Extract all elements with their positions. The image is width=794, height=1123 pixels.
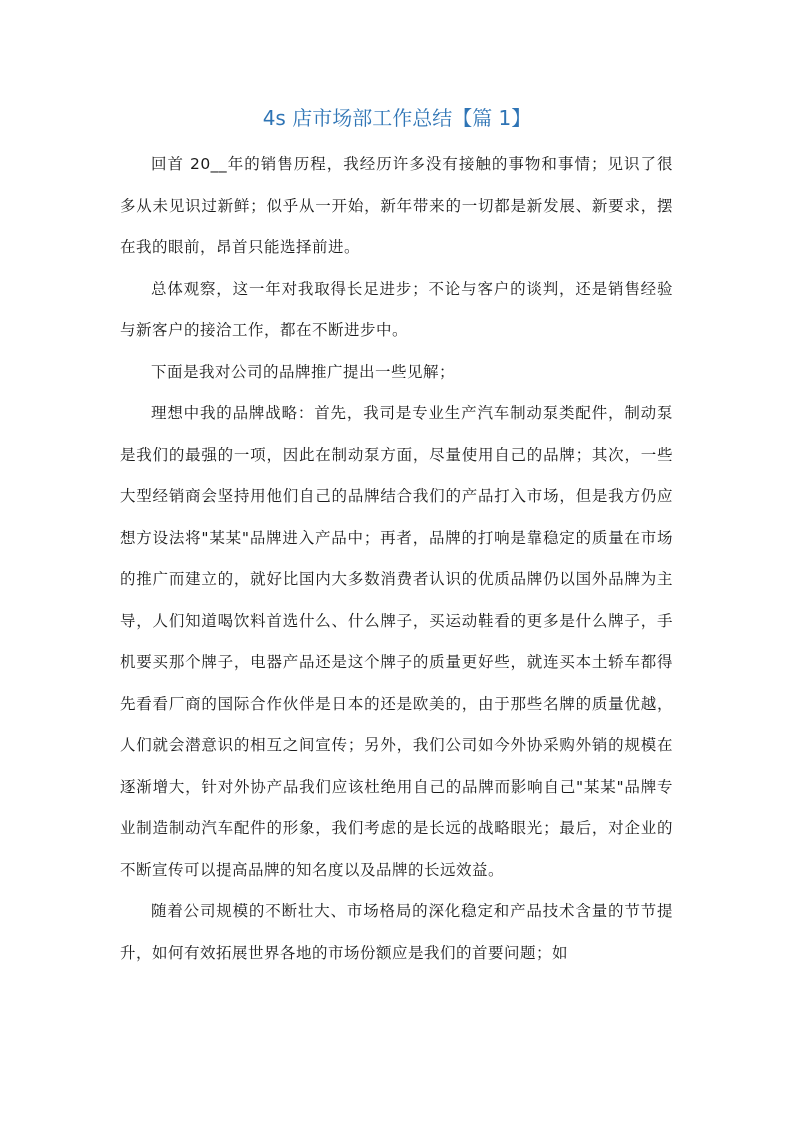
document-title: 4s 店市场部工作总结【篇 1】 [262,106,532,130]
paragraph-5: 随着公司规模的不断壮大、市场格局的深化稳定和产品技术含量的节节提升，如何有效拓展世界各地的市场份额应是我们的首要问题；如 [120,902,673,962]
paragraph-1: 回首 20__年的销售历程，我经历许多没有接触的事物和事情；见识了很多从未见识过新鲜；似乎从一开始，新年带来的一切都是新发展、新要求，摆在我的眼前，昂首只能选择前进。 [120,155,673,256]
paragraph-3: 下面是我对公司的品牌推广提出一些见解； [151,362,456,381]
document-body [120,144,673,974]
paragraph-2: 总体观察，这一年对我取得长足进步；不论与客户的谈判，还是销售经验与新客户的接洽工作，都在不断进步中。 [120,279,673,339]
paragraph-4: 理想中我的品牌战略：首先，我司是专业生产汽车制动泵类配件，制动泵是我们的最强的一项，因此在制动泵方面，尽量使用自己的品牌；其次，一些大型经销商会坚持用他们自己的品牌结合我们的产品打入市场，但是我方仍应想方设法将"某某"品牌进入产品中；再者，品牌的打响是靠稳定的质量在市场的推广而建立的，就好比国内大多数消费者认识的优质品牌仍以国外品牌为主导，人们知道喝饮料首选什么、什么牌子，买运动鞋看的更多是什么牌子，手机要买那个牌子，电器产品还是这个牌子的质量更好些，就连买本土轿车都得先看看厂商的国际合作伙伴是日本的还是欧美的，由于那些名牌的质量优越，人们就会潜意识的相互之间宣传；另外，我们公司如今外协采购外销的规模在逐渐增大，针对外协产品我们应该杜绝用自己的品牌而影响自己"某某"品牌专业制造制动汽车配件的形象，我们考虑的是长远的战略眼光；最后，对企业的不断宣传可以提高品牌的知名度以及品牌的长远效益。 [120,404,673,879]
